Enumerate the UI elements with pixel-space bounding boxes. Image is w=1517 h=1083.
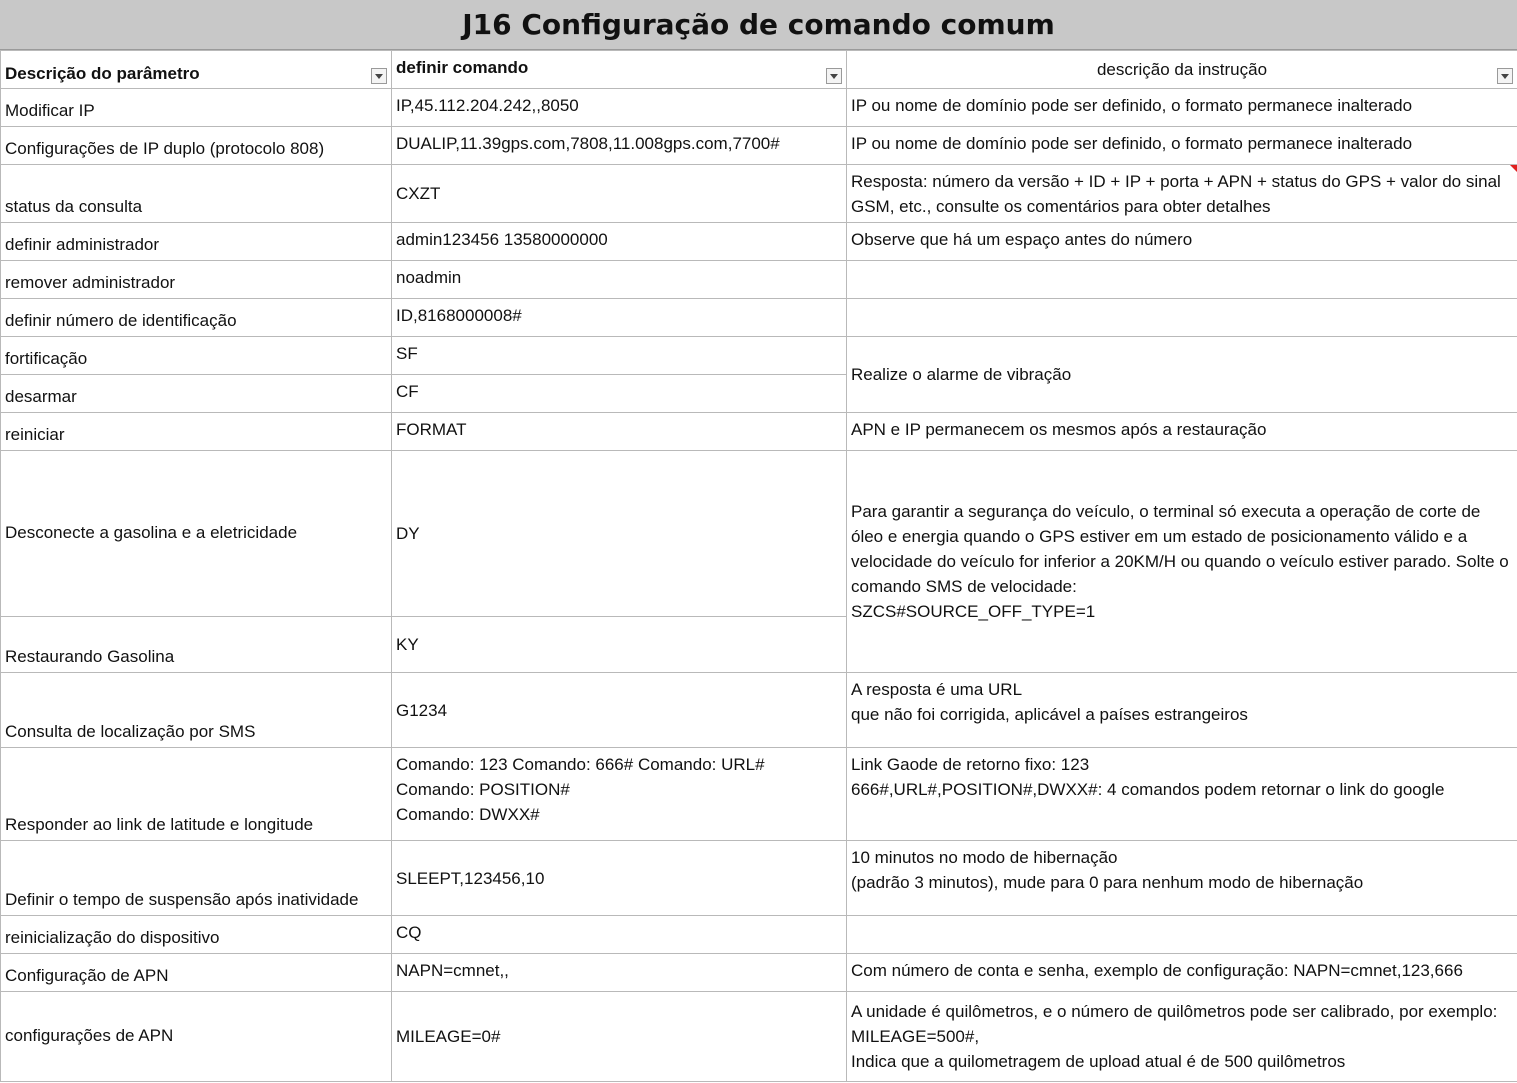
instruction-cell[interactable]: Link Gaode de retorno fixo: 123 666#,URL#,POSITION#,DWXX#: 4 comandos podem retornar o link do google: [847, 748, 1517, 841]
instruction-cell-merged[interactable]: Realize o alarme de vibração: [847, 337, 1517, 413]
description-cell[interactable]: reinicialização do dispositivo: [1, 916, 392, 954]
description-cell[interactable]: Configurações de IP duplo (protocolo 808): [1, 127, 392, 165]
sheet-title[interactable]: J16 Configuração de comando comum: [0, 0, 1517, 50]
description-cell[interactable]: reiniciar: [1, 413, 392, 451]
filter-dropdown-icon[interactable]: [371, 68, 387, 84]
instruction-cell-merged[interactable]: Para garantir a segurança do veículo, o terminal só executa a operação de corte de óleo e energia quando o GPS estiver em um estado de posicionamento válido e a velocidade do veículo for inferior a 20KM/H ou quando o veículo estiver parado. Solte o comando SMS de velocidade: SZCS#SOURCE_OFF_TYPE=1: [847, 451, 1517, 673]
filter-dropdown-icon[interactable]: [1497, 68, 1513, 84]
description-cell[interactable]: status da consulta: [1, 165, 392, 223]
instruction-cell[interactable]: A resposta é uma URL que não foi corrigida, aplicável a países estrangeiros: [847, 673, 1517, 748]
description-cell[interactable]: Modificar IP: [1, 89, 392, 127]
description-cell[interactable]: Consulta de localização por SMS: [1, 673, 392, 748]
header-instruction-label: descrição da instrução: [1096, 60, 1268, 79]
command-cell[interactable]: admin123456 13580000000: [392, 223, 847, 261]
table-row: [1, 748, 1517, 841]
instruction-cell[interactable]: IP ou nome de domínio pode ser definido, o formato permanece inalterado: [847, 89, 1517, 127]
instruction-cell[interactable]: [847, 299, 1517, 337]
command-cell[interactable]: SLEEPT,123456,10: [392, 841, 847, 916]
command-cell[interactable]: NAPN=cmnet,,: [392, 954, 847, 992]
comment-indicator-icon[interactable]: [1510, 165, 1517, 172]
table-row: [1, 916, 1517, 954]
table-row: [1, 413, 1517, 451]
command-cell[interactable]: MILEAGE=0#: [392, 992, 847, 1082]
command-table: [0, 50, 1517, 1082]
command-cell[interactable]: DY: [392, 451, 847, 617]
instruction-cell[interactable]: IP ou nome de domínio pode ser definido, o formato permanece inalterado: [847, 127, 1517, 165]
table-row: [1, 299, 1517, 337]
instruction-cell[interactable]: Observe que há um espaço antes do número: [847, 223, 1517, 261]
instruction-cell[interactable]: [847, 165, 1517, 223]
command-cell[interactable]: ID,8168000008#: [392, 299, 847, 337]
header-description[interactable]: [1, 51, 392, 89]
command-cell[interactable]: DUALIP,11.39gps.com,7808,11.008gps.com,7700#: [392, 127, 847, 165]
header-command[interactable]: [392, 51, 847, 89]
table-row: [1, 261, 1517, 299]
table-row: [1, 954, 1517, 992]
table-row: [1, 127, 1517, 165]
command-cell[interactable]: IP,45.112.204.242,,8050: [392, 89, 847, 127]
description-cell[interactable]: desarmar: [1, 375, 392, 413]
instruction-cell[interactable]: [847, 261, 1517, 299]
instruction-cell[interactable]: [847, 916, 1517, 954]
command-cell[interactable]: CXZT: [392, 165, 847, 223]
header-row: [1, 51, 1517, 89]
instruction-cell[interactable]: A unidade é quilômetros, e o número de quilômetros pode ser calibrado, por exemplo: MILEAGE=500#, Indica que a quilometragem de upload atual é de 500 quilômetros: [847, 992, 1517, 1082]
description-cell[interactable]: Desconecte a gasolina e a eletricidade: [1, 451, 392, 617]
description-cell[interactable]: remover administrador: [1, 261, 392, 299]
description-cell[interactable]: fortificação: [1, 337, 392, 375]
table-row: [1, 337, 1517, 375]
command-cell[interactable]: SF: [392, 337, 847, 375]
command-cell[interactable]: CF: [392, 375, 847, 413]
description-cell[interactable]: definir número de identificação: [1, 299, 392, 337]
table-row: [1, 165, 1517, 223]
description-cell[interactable]: definir administrador: [1, 223, 392, 261]
instruction-text: Resposta: número da versão + ID + IP + porta + APN + status do GPS + valor do sinal GSM, etc., consulte os comentários para obter detalhes: [851, 172, 1501, 216]
command-cell[interactable]: G1234: [392, 673, 847, 748]
command-cell[interactable]: noadmin: [392, 261, 847, 299]
description-cell[interactable]: Configuração de APN: [1, 954, 392, 992]
table-row: [1, 841, 1517, 916]
command-cell[interactable]: CQ: [392, 916, 847, 954]
instruction-cell[interactable]: 10 minutos no modo de hibernação (padrão 3 minutos), mude para 0 para nenhum modo de hibernação: [847, 841, 1517, 916]
command-cell[interactable]: KY: [392, 617, 847, 673]
table-row: [1, 673, 1517, 748]
command-cell[interactable]: Comando: 123 Comando: 666# Comando: URL# Comando: POSITION# Comando: DWXX#: [392, 748, 847, 841]
description-cell[interactable]: Definir o tempo de suspensão após inatividade: [1, 841, 392, 916]
header-description-label: Descrição do parâmetro: [5, 64, 200, 83]
instruction-cell[interactable]: Com número de conta e senha, exemplo de configuração: NAPN=cmnet,123,666: [847, 954, 1517, 992]
table-row: [1, 451, 1517, 617]
instruction-cell[interactable]: APN e IP permanecem os mesmos após a restauração: [847, 413, 1517, 451]
header-instruction[interactable]: [847, 51, 1517, 89]
table-row: [1, 223, 1517, 261]
header-command-label: definir comando: [396, 58, 529, 77]
filter-dropdown-icon[interactable]: [826, 68, 842, 84]
description-cell[interactable]: Restaurando Gasolina: [1, 617, 392, 673]
table-row: [1, 992, 1517, 1082]
command-cell[interactable]: FORMAT: [392, 413, 847, 451]
description-cell[interactable]: configurações de APN: [1, 992, 392, 1082]
table-row: [1, 89, 1517, 127]
description-cell[interactable]: Responder ao link de latitude e longitude: [1, 748, 392, 841]
